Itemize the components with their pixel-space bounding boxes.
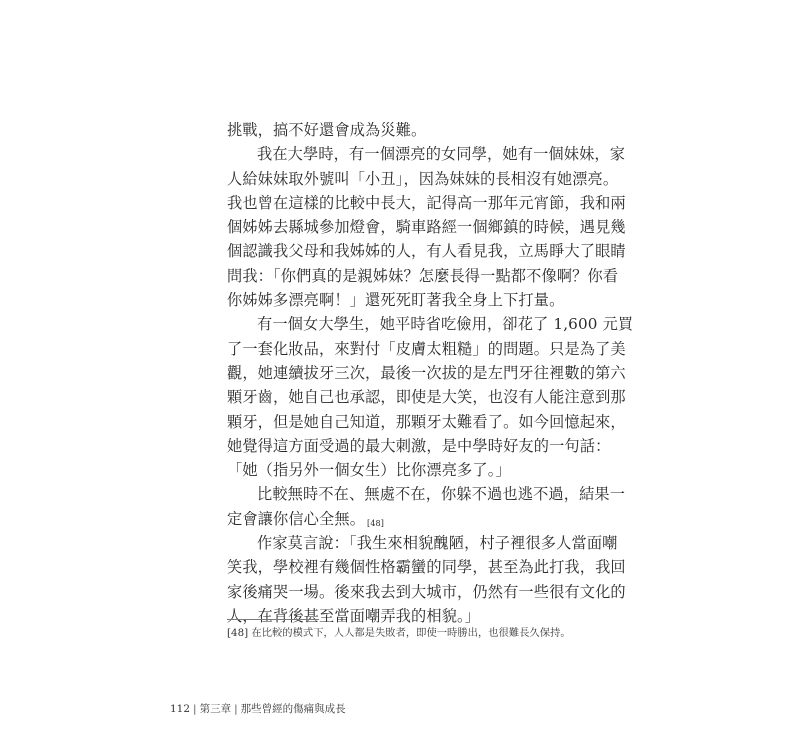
body-line: 了一套化妝品，來對付「皮膚太粗糙」的問題。只是為了美 bbox=[227, 339, 626, 358]
body-line-with-footnote-ref bbox=[227, 507, 587, 531]
body-line: 「她（指另外一個女生）比你漂亮多了。」 bbox=[227, 461, 511, 480]
body-line: 個認識我父母和我姊姊的人，有人看見我，立馬睜大了眼睛 bbox=[227, 242, 626, 261]
body-line: 個姊姊去縣城參加燈會，騎車路經一個鄉鎮的時候，遇見幾 bbox=[227, 218, 626, 237]
body-text bbox=[227, 118, 634, 628]
body-line-text: 定會讓你信心全無。 bbox=[227, 509, 366, 528]
footnote-reference: [48] bbox=[367, 518, 385, 528]
folio-separator: | bbox=[193, 703, 197, 715]
body-line: 問我：「你們真的是親姊妹？怎麼長得一點都不像啊？你看 bbox=[227, 266, 619, 285]
body-line: 我也曾在這樣的比較中長大，記得高一那年元宵節，我和兩 bbox=[227, 193, 626, 212]
page-footer bbox=[170, 702, 346, 716]
folio-separator: | bbox=[234, 703, 238, 715]
page-number: 112 bbox=[170, 703, 191, 715]
body-line: 觀，她連續拔牙三次，最後一次拔的是左門牙往裡數的第六 bbox=[227, 363, 626, 382]
body-line: 家後痛哭一場。後來我去到大城市，仍然有一些很有文化的 bbox=[227, 582, 626, 601]
body-line: 人，在背後甚至當面嘲弄我的相貌。」 bbox=[227, 606, 481, 625]
chapter-label: 第三章 bbox=[199, 703, 232, 715]
body-line: 你姊姊多漂亮啊！」還死死盯著我全身上下打量。 bbox=[227, 291, 565, 310]
body-line: 作家莫言說：「我生來相貌醜陋，村子裡很多人當面嘲 bbox=[257, 534, 618, 553]
body-line: 人給妹妹取外號叫「小丑」，因為妹妹的長相沒有她漂亮。 bbox=[227, 169, 619, 188]
body-line: 我在大學時，有一個漂亮的女同學，她有一個妹妹，家 bbox=[257, 145, 626, 164]
footnote: [48] 在比較的模式下，人人都是失敗者，即使一時勝出，也很難長久保持。 bbox=[227, 627, 571, 639]
body-line: 比較無時不在、無處不在，你躲不過也逃不過，結果一 bbox=[257, 485, 626, 504]
body-line: 顆牙齒，她自己也承認，即使是大笑，也沒有人能注意到那 bbox=[227, 388, 626, 407]
body-line: 挑戰，搞不好還會成為災難。 bbox=[227, 121, 427, 139]
chapter-title: 那些曾經的傷痛與成長 bbox=[240, 703, 346, 715]
body-line: 她覺得這方面受過的最大刺激，是中學時好友的一句話： bbox=[227, 436, 611, 455]
body-line: 笑我，學校裡有幾個性格霸蠻的同學，甚至為此打我，我回 bbox=[227, 558, 626, 577]
body-line: 顆牙，但是她自己知道，那顆牙太難看了。如今回憶起來， bbox=[227, 412, 626, 431]
body-line: 有一個女大學生，她平時省吃儉用，卻花了 1,600 元買 bbox=[257, 315, 634, 334]
footnote-divider bbox=[227, 619, 319, 620]
